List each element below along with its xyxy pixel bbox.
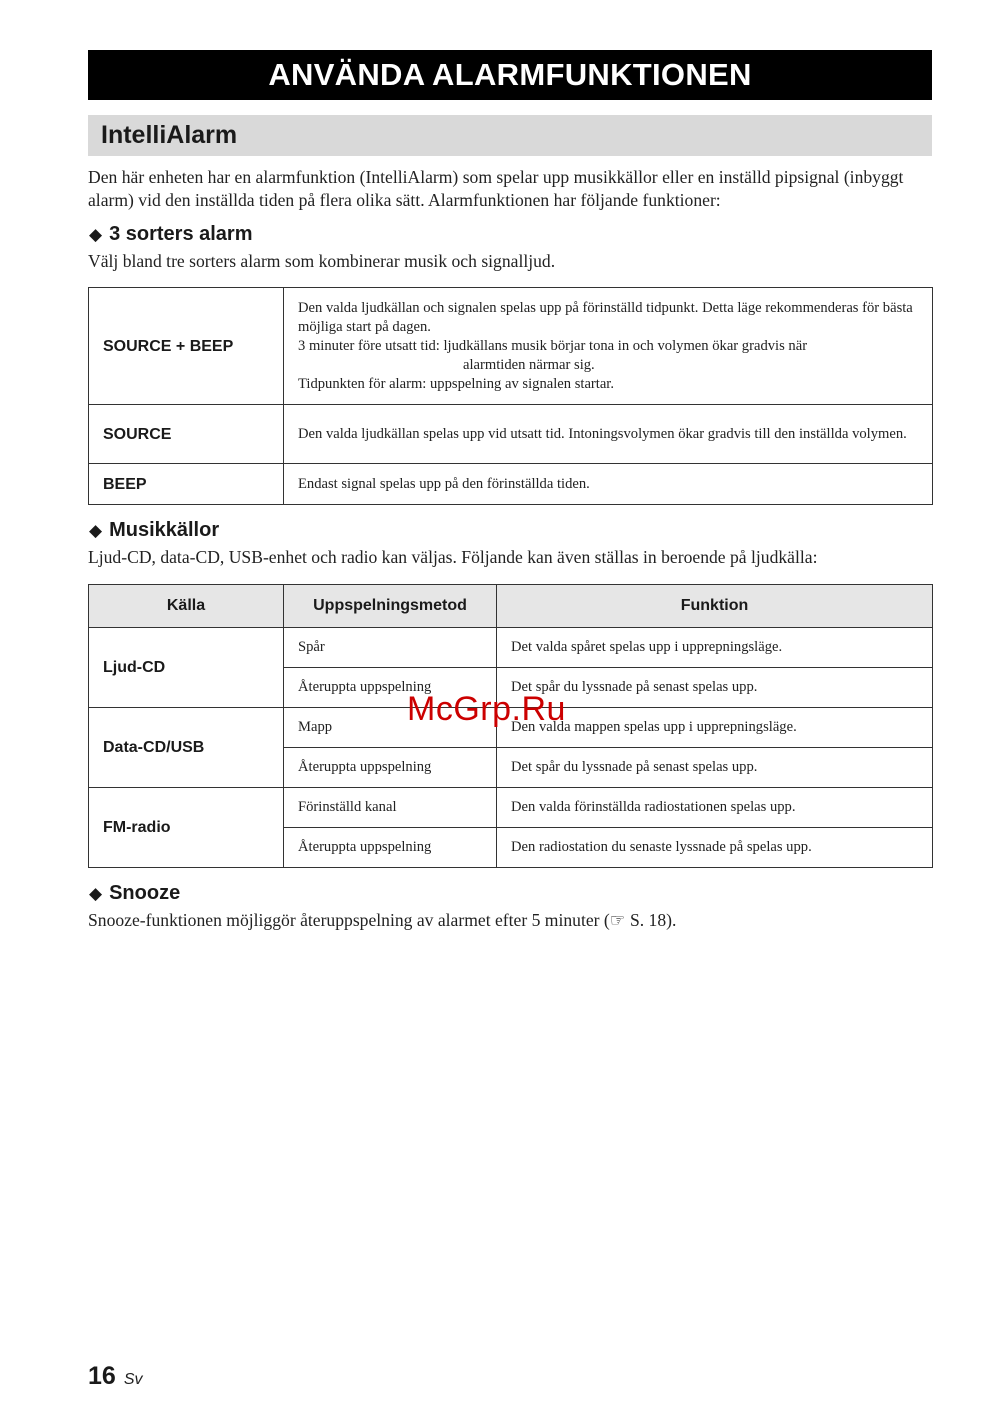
column-header: Funktion xyxy=(497,585,933,628)
column-header: Källa xyxy=(89,585,284,628)
diamond-bullet-icon: ◆ xyxy=(89,883,103,903)
table-row xyxy=(89,288,933,405)
section-title: Musikkällor xyxy=(109,519,220,541)
function-cell: Den valda mappen spelas upp i upprepningsläge. xyxy=(497,708,933,748)
language-code: Sv xyxy=(123,1371,143,1388)
source-cell: Data-CD/USB xyxy=(89,708,284,788)
alarm-type-description: Den valda ljudkällan spelas upp vid utsatt tid. Intoningsvolymen ökar gradvis till den inställda volymen. xyxy=(284,405,933,464)
section-text: Välj bland tre sorters alarm som kombinerar musik och signalljud. xyxy=(88,251,556,271)
diamond-bullet-icon: ◆ xyxy=(89,520,103,540)
table-row xyxy=(89,405,933,464)
page-number: 16 xyxy=(88,1362,116,1390)
section-heading-snooze xyxy=(89,882,180,905)
alarm-type-description: Endast signal spelas upp på den förinställda tiden. xyxy=(284,464,933,505)
page-footer xyxy=(88,1362,142,1391)
watermark: McGrp.Ru xyxy=(407,690,566,728)
table-row xyxy=(89,464,933,505)
function-cell: Det spår du lyssnade på senast spelas upp. xyxy=(497,668,933,708)
method-cell: Återuppta uppspelning xyxy=(284,668,497,708)
source-cell: FM-radio xyxy=(89,788,284,868)
table-row xyxy=(89,788,933,828)
page-title: ANVÄNDA ALARMFUNKTIONEN xyxy=(88,50,932,100)
section-text: Ljud-CD, data-CD, USB-enhet och radio kan väljas. Följande kan även ställas in beroende på ljudkälla: xyxy=(88,547,818,567)
method-cell: Återuppta uppspelning xyxy=(284,748,497,788)
subtitle-intellialarm: IntelliAlarm xyxy=(88,115,932,156)
method-cell: Mapp xyxy=(284,708,497,748)
method-cell: Återuppta uppspelning xyxy=(284,828,497,868)
alarm-type-description: Den valda ljudkällan och signalen spelas upp på förinställd tidpunkt. Detta läge rekommenderas för bästa möjliga start på dagen. 3 minuter före utsatt tid: ljudkällans musik börjar tona in och volymen ökar gradvis när alarmtiden närmar sig. Tidpunkten för alarm: uppspelning av signalen startar. xyxy=(284,288,933,405)
alarm-type-label: SOURCE xyxy=(89,405,284,464)
section-text: Snooze-funktionen möjliggör återuppspelning av alarmet efter 5 minuter (☞ S. 18). xyxy=(88,910,677,930)
diamond-bullet-icon: ◆ xyxy=(89,224,103,244)
section-title: Snooze xyxy=(109,882,181,904)
table-header-row xyxy=(89,585,933,628)
section-heading-alarm-types xyxy=(89,223,253,246)
function-cell: Det valda spåret spelas upp i upprepningsläge. xyxy=(497,628,933,668)
intro-paragraph: Den här enheten har en alarmfunktion (IntelliAlarm) som spelar upp musikkällor eller en inställd pipsignal (inbyggt alarm) vid den inställda tiden på flera olika sätt. Alarmfunktionen har följande funktioner: xyxy=(88,167,904,210)
section-title: 3 sorters alarm xyxy=(109,223,253,245)
method-cell: Spår xyxy=(284,628,497,668)
alarm-types-table xyxy=(88,287,933,505)
column-header: Uppspelningsmetod xyxy=(284,585,497,628)
table-row xyxy=(89,628,933,668)
source-cell: Ljud-CD xyxy=(89,628,284,708)
function-cell: Den valda förinställda radiostationen spelas upp. xyxy=(497,788,933,828)
alarm-type-label: SOURCE + BEEP xyxy=(89,288,284,405)
method-cell: Förinställd kanal xyxy=(284,788,497,828)
function-cell: Den radiostation du senaste lyssnade på spelas upp. xyxy=(497,828,933,868)
section-heading-music-sources xyxy=(89,519,219,542)
alarm-type-label: BEEP xyxy=(89,464,284,505)
function-cell: Det spår du lyssnade på senast spelas upp. xyxy=(497,748,933,788)
